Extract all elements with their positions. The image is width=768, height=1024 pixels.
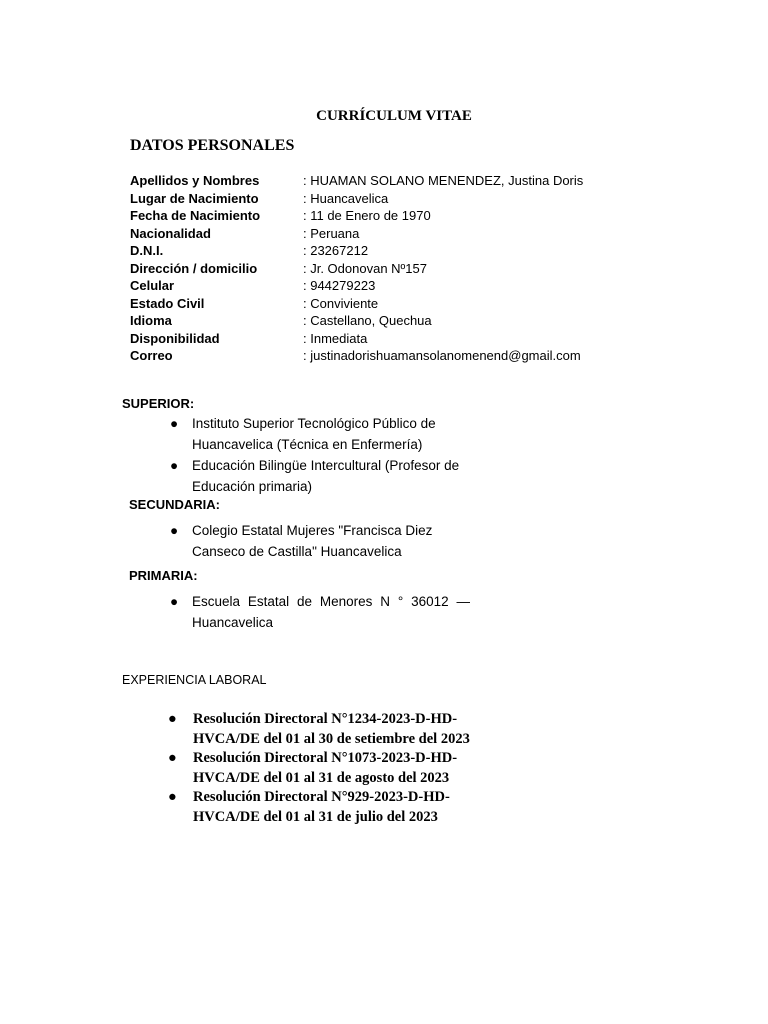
bullet-icon: ●	[170, 523, 179, 538]
personal-label: Fecha de Nacimiento	[130, 208, 261, 223]
experience-item-text: Resolución Directoral N°1234-2023-D-HD-HVCA/DE del 01 al 30 de setiembre del 2023	[193, 711, 470, 747]
list-item	[170, 456, 470, 497]
bullet-icon: ●	[168, 711, 177, 727]
list-item	[168, 788, 478, 827]
list-item	[170, 592, 470, 633]
experience-item-text: Resolución Directoral N°1073-2023-D-HD-HVCA/DE del 01 al 31 de agosto del 2023	[193, 750, 458, 786]
superior-list	[170, 414, 470, 498]
personal-data-table	[130, 172, 583, 365]
primaria-heading: PRIMARIA:	[129, 568, 198, 583]
personal-value: : Peruana	[303, 225, 360, 241]
personal-row-nacionalidad	[130, 225, 583, 243]
personal-value: : Conviviente	[303, 295, 379, 311]
personal-row-lugar-nacimiento	[130, 190, 583, 208]
personal-label: Dirección / domicilio	[130, 260, 258, 276]
personal-row-dni	[130, 242, 583, 260]
personal-label: Disponibilidad	[130, 330, 220, 346]
list-item	[170, 414, 470, 455]
personal-label: Idioma	[130, 313, 172, 328]
personal-value: : Inmediata	[303, 330, 368, 346]
personal-label: Nacionalidad	[130, 225, 211, 241]
personal-row-estado-civil	[130, 295, 583, 313]
education-item-text: Escuela Estatal de Menores N ° 36012 — Huancavelica	[192, 594, 470, 630]
primaria-list	[170, 592, 470, 634]
personal-value: : Huancavelica	[303, 190, 389, 206]
education-item-text: Educación Bilingüe Intercultural (Profesor de Educación primaria)	[192, 458, 460, 494]
bullet-icon: ●	[170, 594, 179, 609]
bullet-icon: ●	[168, 750, 177, 766]
personal-row-fecha-nacimiento	[130, 207, 583, 225]
email-value: : justinadorishuamansolanomenend@gmail.com	[303, 348, 581, 363]
personal-label: D.N.I.	[130, 243, 164, 258]
personal-value: : 23267212	[303, 243, 369, 258]
list-item	[170, 521, 470, 562]
personal-label: Celular	[130, 278, 175, 293]
personal-row-disponibilidad	[130, 330, 583, 348]
secundaria-list	[170, 521, 470, 563]
personal-value: : HUAMAN SOLANO MENENDEZ, Justina Doris	[303, 173, 584, 188]
experience-heading: EXPERIENCIA LABORAL	[122, 673, 267, 687]
personal-label: Estado Civil	[130, 295, 205, 311]
personal-label: Apellidos y Nombres	[130, 173, 260, 188]
personal-row-correo	[130, 347, 583, 365]
personal-value: : Castellano, Quechua	[303, 313, 432, 328]
bullet-icon: ●	[168, 789, 177, 805]
education-item-text: Instituto Superior Tecnológico Público de Huancavelica (Técnica en Enfermería)	[192, 416, 436, 452]
personal-label: Correo	[130, 348, 173, 363]
education-item-text: Colegio Estatal Mujeres "Francisca Diez Canseco de Castilla" Huancavelica	[192, 523, 433, 559]
list-item	[168, 749, 478, 788]
secundaria-heading: SECUNDARIA:	[129, 497, 220, 512]
experience-item-text: Resolución Directoral N°929-2023-D-HD-HVCA/DE del 01 al 31 de julio del 2023	[193, 789, 450, 825]
superior-heading: SUPERIOR:	[122, 396, 195, 411]
personal-row-apellidos	[130, 172, 583, 190]
bullet-icon: ●	[170, 416, 179, 431]
experience-list	[168, 710, 478, 827]
personal-row-celular	[130, 277, 583, 295]
personal-value: : 11 de Enero de 1970	[303, 208, 431, 223]
personal-row-direccion	[130, 260, 583, 278]
personal-row-idioma	[130, 312, 583, 330]
personal-data-heading: DATOS PERSONALES	[130, 137, 295, 154]
personal-value: : 944279223	[303, 278, 376, 293]
personal-label: Lugar de Nacimiento	[130, 190, 259, 206]
cv-title: CURRÍCULUM VITAE	[316, 108, 472, 124]
personal-value: : Jr. Odonovan Nº157	[303, 260, 427, 276]
bullet-icon: ●	[170, 458, 179, 473]
list-item	[168, 710, 478, 749]
